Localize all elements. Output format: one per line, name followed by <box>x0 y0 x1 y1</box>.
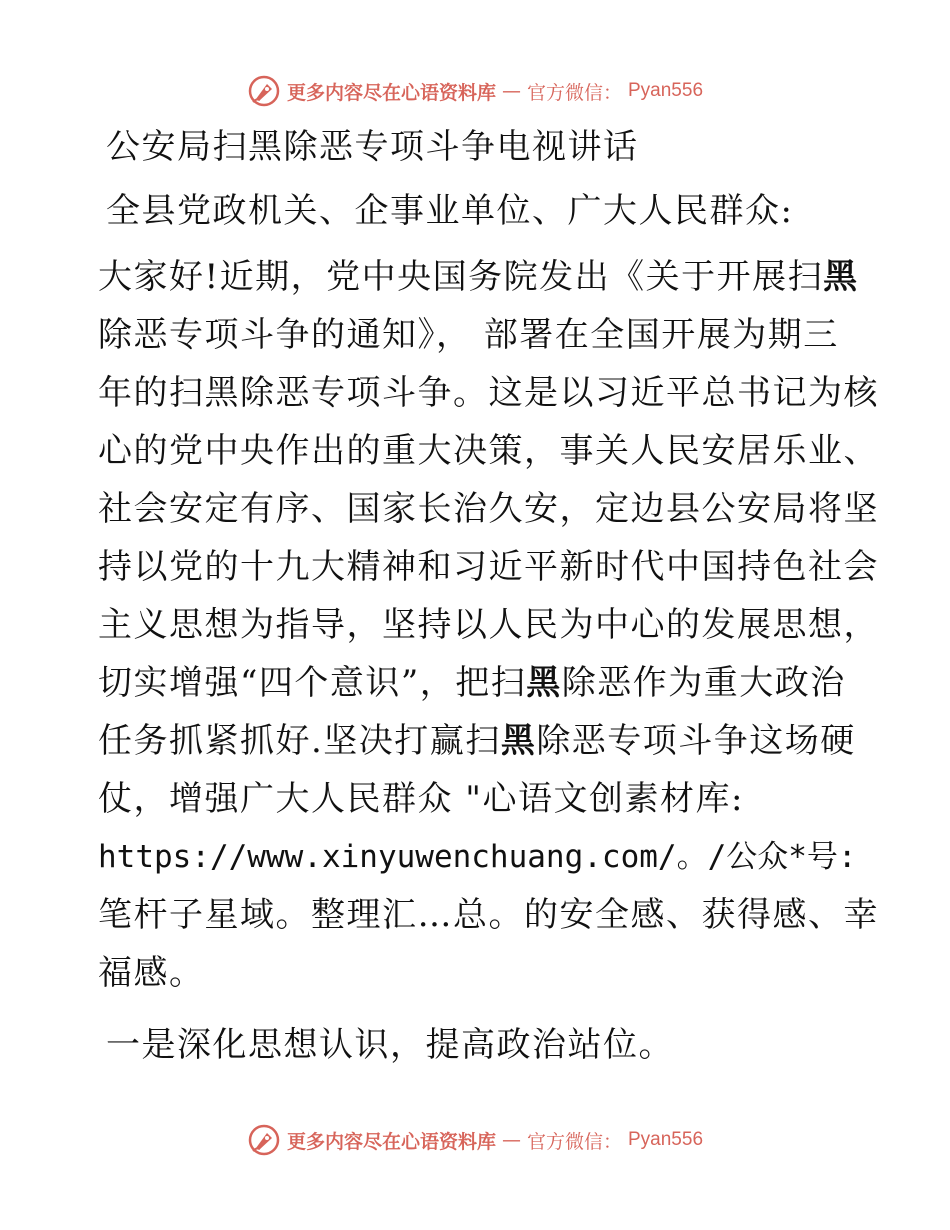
document-body <box>98 118 879 1074</box>
watermark <box>247 74 703 108</box>
header-watermark <box>0 71 950 111</box>
watermark-official-label: 官方微信： <box>526 1130 622 1153</box>
paragraph-text: 任务抓紧抓好.坚决打赢扫 <box>98 721 501 761</box>
pen-nib-logo-icon <box>247 74 281 108</box>
url-line: https://www.xinyuwenchuang.com/。/公众*号: <box>98 839 857 875</box>
paragraph-line <box>98 538 879 596</box>
watermark-text: 更多内容尽在心语资料库 <box>286 1130 496 1153</box>
paragraph-text: 持以党的十九大精神和习近平新时代中国持色社会 <box>98 547 879 587</box>
emphasis-char: 黑 <box>500 721 537 761</box>
paragraph-line <box>98 770 858 828</box>
pen-nib-logo-icon <box>247 1123 281 1157</box>
watermark-wechat-id: Pyan556 <box>628 1129 704 1150</box>
paragraph-text: 除恶作为重大政治 <box>561 663 846 703</box>
paragraph-line <box>98 654 858 712</box>
paragraph-line <box>98 596 879 654</box>
paragraph-text: 切实增强“四个意识”，把扫 <box>98 663 527 703</box>
emphasis-char: 黑 <box>526 663 562 703</box>
paragraph-line <box>98 248 858 306</box>
paragraph-text: 除恶专项斗争的通知》， 部署在全国开展为期三 <box>98 315 839 355</box>
paragraph-line: 福感。 <box>98 953 205 993</box>
watermark-official-label: 官方微信： <box>526 81 622 104</box>
paragraph-line <box>98 306 858 364</box>
paragraph-line: 笔杆子星域。整理汇…总。的安全感、获得感、幸 <box>98 895 879 935</box>
main-paragraph <box>98 248 879 1002</box>
paragraph-text: 大家好!近期，党中央国务院发出《关于开展扫 <box>98 257 824 297</box>
watermark-wechat-id: Pyan556 <box>628 80 704 101</box>
section-heading: 一是深化思想认识，提高政治站位。 <box>106 1025 674 1065</box>
emphasis-char: 黑 <box>823 257 859 297</box>
paragraph-text: 心的党中央作出的重大决策，事关人民安居乐业、 <box>98 431 879 471</box>
paragraph-text: 仗，增强广大人民群众 "心语文创素材库: <box>98 779 744 819</box>
footer-watermark <box>0 1120 950 1160</box>
watermark-dash: — <box>501 1129 521 1151</box>
paragraph-line <box>98 712 858 770</box>
watermark-dash: — <box>501 80 521 102</box>
paragraph-line <box>98 422 879 480</box>
watermark <box>247 1123 703 1157</box>
paragraph-text: 社会安定有序、国家长治久安，定边县公安局将坚 <box>98 489 879 529</box>
paragraph-text: 除恶专项斗争这场硬 <box>536 721 856 761</box>
document-title: 公安局扫黑除恶专项斗争电视讲话 <box>106 127 639 167</box>
document-salutation: 全县党政机关、企事业单位、广大人民群众: <box>106 191 794 231</box>
paragraph-text: 年的扫黑除恶专项斗争。这是以习近平总书记为核 <box>98 373 879 413</box>
paragraph-line <box>98 364 879 422</box>
watermark-text: 更多内容尽在心语资料库 <box>286 81 496 104</box>
paragraph-text: 主义思想为指导，坚持以人民为中心的发展思想， <box>98 605 879 645</box>
paragraph-line <box>98 480 879 538</box>
